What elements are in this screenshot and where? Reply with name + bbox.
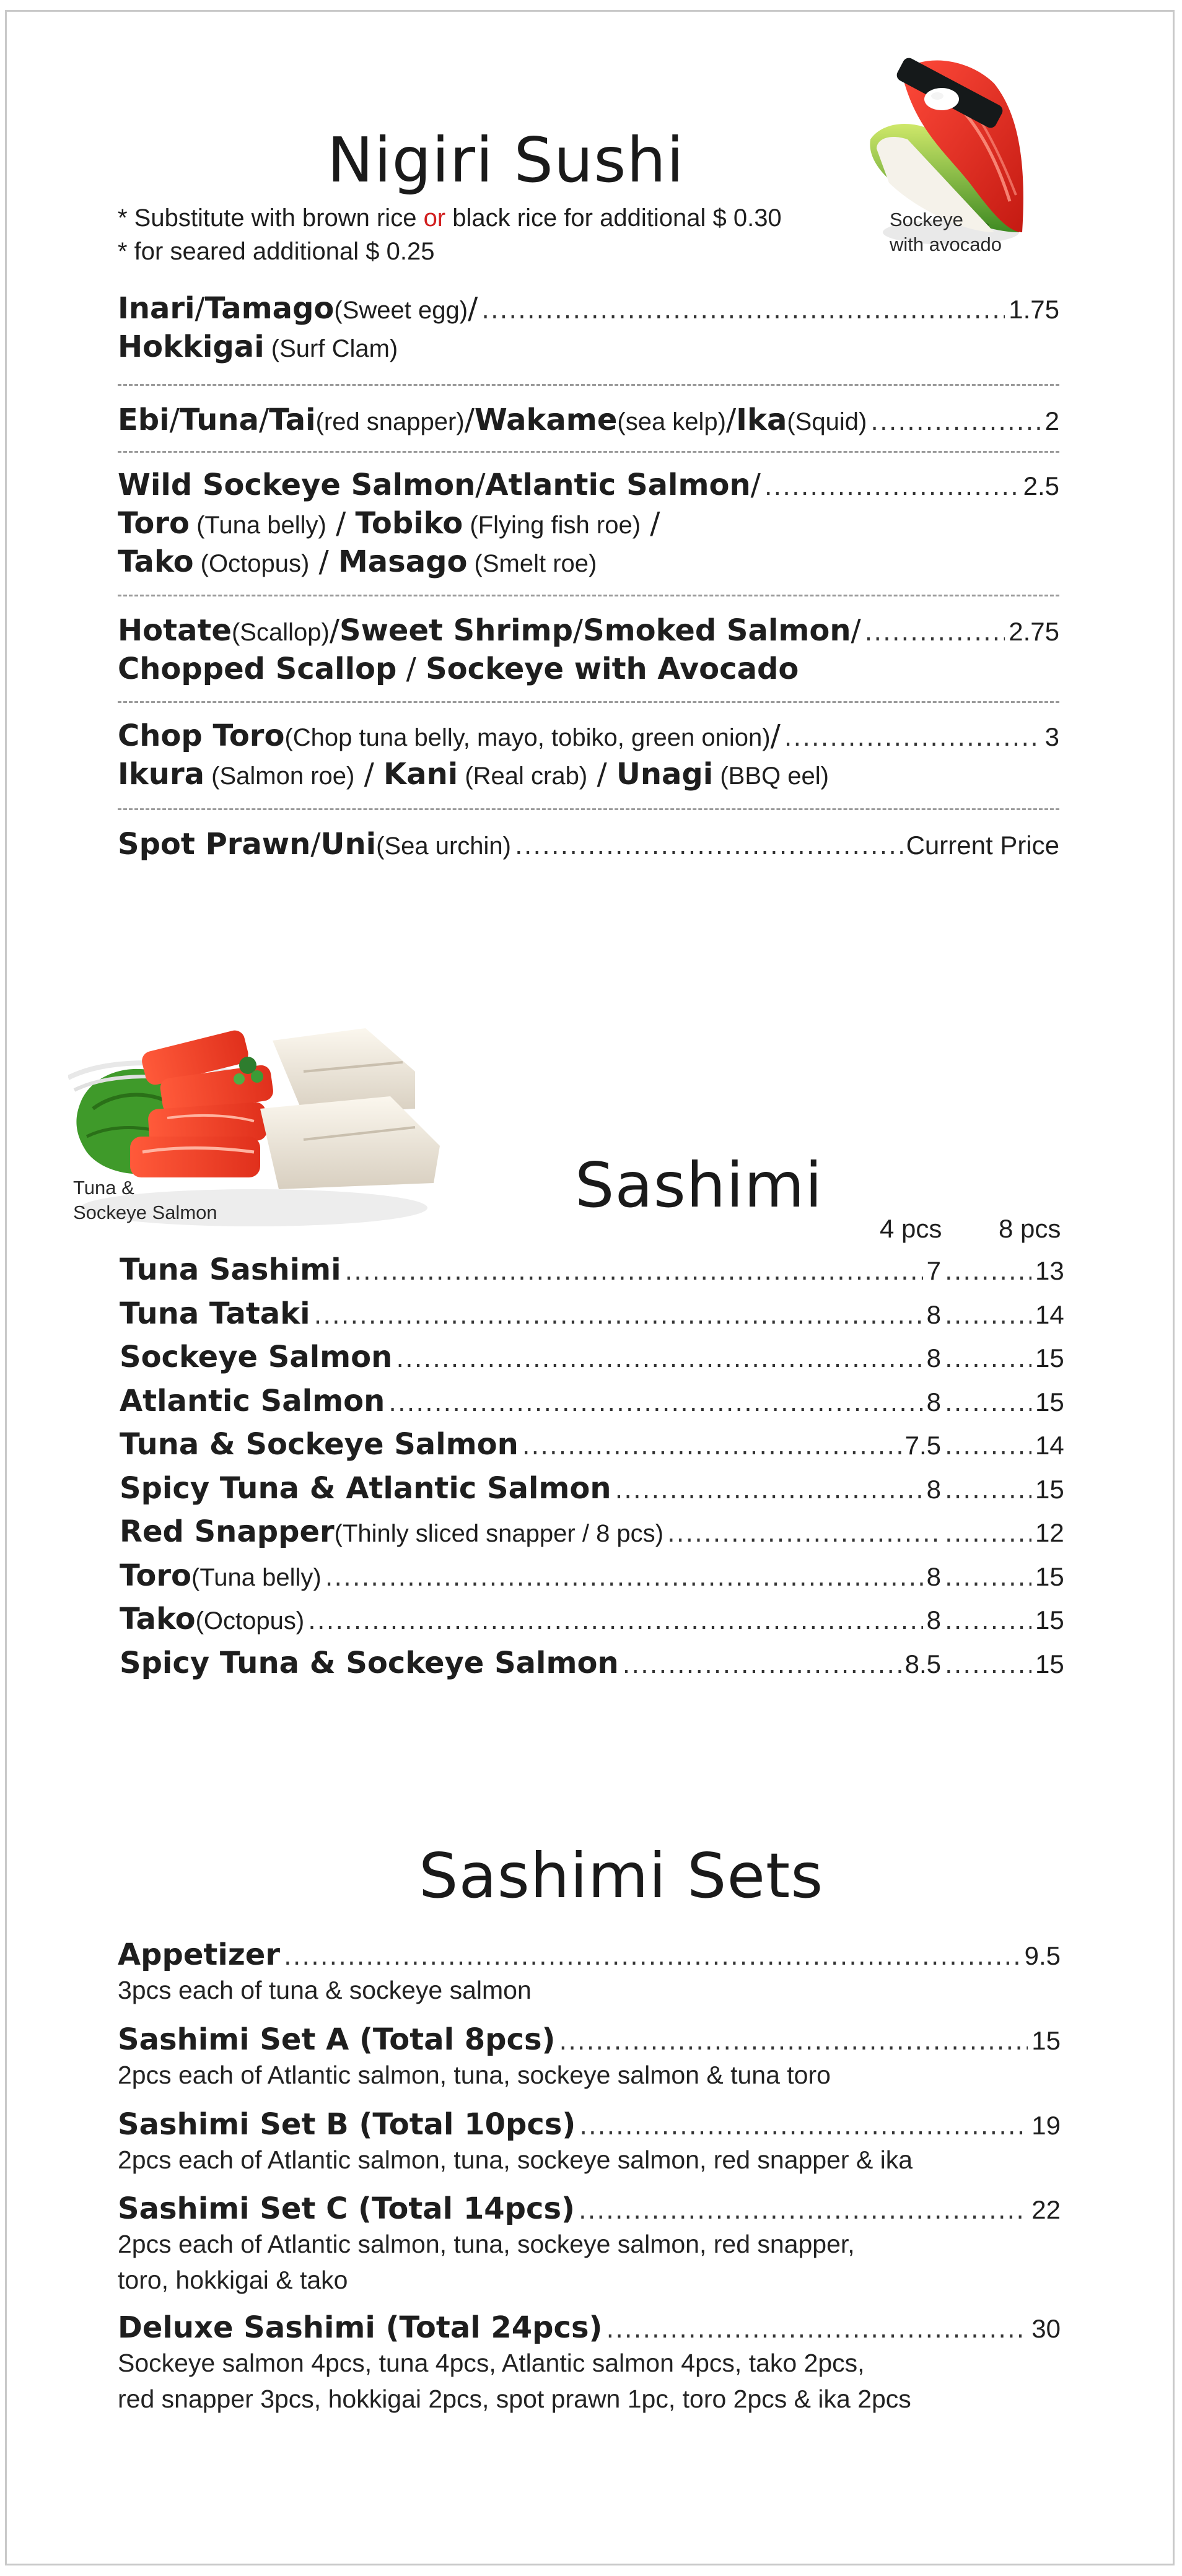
- set-title-row: [118, 2310, 1061, 2349]
- item-name: Tobiko: [355, 506, 463, 541]
- item-name: Kani: [383, 757, 458, 792]
- section-divider: [118, 384, 1059, 386]
- nigiri-row: [118, 291, 1059, 330]
- item-name: Toro: [118, 506, 190, 541]
- set-price: 30: [1031, 2314, 1061, 2343]
- set-name: Appetizer: [118, 1937, 280, 1972]
- dot-leader: [945, 1607, 1031, 1635]
- item-name: Wakame: [474, 403, 618, 437]
- item-name: Wild Sockeye Salmon: [118, 468, 476, 502]
- dot-leader: [623, 1651, 901, 1679]
- set-price: 22: [1031, 2195, 1061, 2224]
- dot-leader: [945, 1476, 1031, 1504]
- nigiri-row-continued: [118, 330, 1059, 368]
- item-name: Sockeye with Avocado: [426, 652, 799, 686]
- set-description: 2pcs each of Atlantic salmon, tuna, sockeye salmon & tuna toro: [118, 2061, 831, 2089]
- item-description: (Tuna belly): [190, 512, 326, 539]
- item-name: Tuna & Sockeye Salmon: [120, 1427, 519, 1462]
- dot-leader: [579, 2112, 1028, 2141]
- sashimi-photo-caption: [73, 1176, 217, 1225]
- item-description: (Octopus): [193, 550, 310, 577]
- col-header-8pcs: 8 pcs: [999, 1214, 1061, 1243]
- dot-leader: [945, 1432, 1031, 1460]
- dot-leader: [522, 1432, 901, 1460]
- sashimi-row: [120, 1427, 1062, 1465]
- nigiri-title: Nigiri Sushi: [327, 124, 685, 196]
- caption-line: Tuna &: [73, 1177, 134, 1198]
- item-name: Masago: [338, 544, 468, 579]
- dot-leader: [667, 1519, 937, 1548]
- item-description: (Octopus): [195, 1607, 305, 1635]
- dot-leader: [764, 473, 1020, 501]
- separator-text: /: [310, 827, 321, 862]
- sashimi-row: [120, 1471, 1062, 1509]
- set-name: Sashimi Set B (Total 10pcs): [118, 2107, 576, 2142]
- item-name: Tuna Sashimi: [120, 1252, 341, 1287]
- nigiri-row-continued: [118, 544, 1059, 583]
- set-price: 9.5: [1024, 1941, 1061, 1970]
- item-price: 2.75: [1009, 617, 1059, 646]
- separator-text: /: [726, 403, 737, 437]
- sashimi-set-item: [118, 1937, 1061, 2012]
- item-name: Hokkigai: [118, 330, 265, 364]
- separator-text: /: [770, 718, 781, 753]
- col-header-4pcs: 4 pcs: [880, 1214, 942, 1243]
- price-8pcs: 15: [1035, 1605, 1064, 1635]
- item-description: (Tuna belly): [191, 1563, 322, 1591]
- item-price: 1.75: [1009, 295, 1059, 324]
- item-name: Sockeye Salmon: [120, 1340, 393, 1374]
- item-price: Current Price: [906, 831, 1059, 860]
- item-name: Ika: [736, 403, 787, 437]
- separator-text: /: [396, 652, 426, 686]
- set-description: toro, hokkigai & tako: [118, 2266, 348, 2294]
- item-price: 2: [1044, 406, 1059, 435]
- set-name: Deluxe Sashimi (Total 24pcs): [118, 2310, 603, 2345]
- sashimi-row: [120, 1340, 1062, 1378]
- sashimi-row: [120, 1602, 1062, 1640]
- separator-text: /: [464, 403, 475, 437]
- dot-leader: [945, 1651, 1031, 1679]
- sashimi-row: [120, 1646, 1062, 1684]
- item-name: Uni: [320, 827, 377, 862]
- item-description: (sea kelp): [617, 408, 726, 435]
- dot-leader: [945, 1345, 1031, 1373]
- price-8pcs: 14: [1035, 1299, 1064, 1329]
- set-name: Sashimi Set C (Total 14pcs): [118, 2191, 575, 2226]
- item-price: 3: [1044, 722, 1059, 751]
- item-description: (Flying fish roe): [463, 512, 641, 539]
- sashimi-row: [120, 1252, 1062, 1291]
- dot-leader: [314, 1301, 923, 1330]
- price-8pcs: 15: [1035, 1343, 1064, 1373]
- set-title-row: [118, 2107, 1061, 2146]
- separator-text: /: [468, 291, 478, 326]
- sashimi-set-item: [118, 2310, 1061, 2421]
- set-description: 3pcs each of tuna & sockeye salmon: [118, 1976, 532, 2004]
- item-description: (Squid): [787, 408, 867, 435]
- separator-text: /: [329, 613, 339, 648]
- sashimi-row: [120, 1296, 1062, 1335]
- item-name: Tako: [120, 1602, 196, 1636]
- price-4pcs: 8: [926, 1474, 941, 1504]
- section-divider: [118, 595, 1059, 596]
- price-8pcs: 15: [1035, 1387, 1064, 1417]
- price-4pcs: 7: [926, 1256, 941, 1285]
- item-name: Smoked Salmon: [583, 613, 851, 648]
- item-name: Spot Prawn: [118, 827, 311, 862]
- dot-leader: [396, 1345, 922, 1373]
- item-name: Inari: [118, 291, 195, 326]
- price-4pcs: 8: [926, 1387, 941, 1417]
- sashimi-row: [120, 1514, 1062, 1553]
- separator-text: /: [572, 613, 584, 648]
- set-title-row: [118, 2191, 1061, 2230]
- item-description: (Sweet egg): [334, 297, 468, 324]
- item-name: Atlantic Salmon: [120, 1383, 385, 1418]
- price-8pcs: 15: [1035, 1649, 1064, 1679]
- item-name: Tuna: [179, 403, 259, 437]
- separator-text: /: [326, 506, 356, 541]
- item-name: Tako: [118, 544, 194, 579]
- item-name: Spicy Tuna & Atlantic Salmon: [120, 1470, 611, 1506]
- dot-leader: [615, 1476, 923, 1504]
- sashimi-title: Sashimi: [575, 1149, 823, 1221]
- item-name: Unagi: [616, 757, 714, 792]
- set-description: red snapper 3pcs, hokkigai 2pcs, spot prawn 1pc, toro 2pcs & ika 2pcs: [118, 2385, 911, 2413]
- item-name: Tamago: [204, 291, 335, 326]
- item-description: (Salmon roe): [204, 762, 355, 790]
- nigiri-row: [118, 827, 1059, 865]
- dot-leader: [481, 296, 1005, 325]
- item-name: Ebi: [118, 403, 170, 437]
- price-4pcs: 8.5: [904, 1649, 941, 1679]
- item-description: (Scallop): [231, 619, 330, 646]
- nigiri-row: [118, 718, 1059, 757]
- section-divider: [118, 451, 1059, 453]
- item-name: Ikura: [118, 757, 205, 792]
- dot-leader: [388, 1389, 922, 1417]
- price-4pcs: 8: [926, 1343, 941, 1373]
- caption-line: Sockeye: [890, 209, 963, 230]
- nigiri-group: [118, 468, 1059, 583]
- dot-leader: [870, 408, 1041, 436]
- separator-text: /: [354, 757, 384, 792]
- nigiri-row: [118, 468, 1059, 506]
- item-name: Hotate: [118, 613, 232, 648]
- item-description: (Real crab): [458, 762, 588, 790]
- nigiri-row-continued: [118, 652, 1059, 690]
- sashimi-row: [120, 1558, 1062, 1597]
- item-description: (Surf Clam): [264, 335, 398, 362]
- item-name: Tuna Tataki: [120, 1296, 310, 1331]
- price-8pcs: 15: [1035, 1561, 1064, 1591]
- item-description: (BBQ eel): [713, 762, 829, 790]
- sashimi-set-item: [118, 2107, 1061, 2181]
- price-8pcs: 12: [1035, 1518, 1064, 1547]
- separator-text: /: [195, 291, 205, 326]
- price-4pcs: 8: [926, 1605, 941, 1635]
- caption-line: with avocado: [890, 234, 1002, 255]
- separator-text: /: [587, 757, 616, 792]
- nigiri-row-continued: [118, 757, 1059, 795]
- set-description: Sockeye salmon 4pcs, tuna 4pcs, Atlantic salmon 4pcs, tako 2pcs,: [118, 2349, 865, 2377]
- dot-leader: [559, 2027, 1028, 2056]
- sashimi-sets-title: Sashimi Sets: [419, 1840, 824, 1912]
- item-name: Tai: [269, 403, 316, 437]
- dot-leader: [865, 618, 1005, 647]
- dot-leader: [945, 1301, 1031, 1330]
- dot-leader: [784, 723, 1041, 752]
- sockeye-photo-caption: [890, 207, 1002, 257]
- set-price: 15: [1031, 2026, 1061, 2055]
- item-name: Atlantic Salmon: [485, 468, 751, 502]
- dot-leader: [945, 1519, 1031, 1548]
- nigiri-group: [118, 718, 1059, 795]
- dot-leader: [945, 1257, 1031, 1286]
- set-description: 2pcs each of Atlantic salmon, tuna, sockeye salmon, red snapper,: [118, 2230, 855, 2258]
- section-divider: [118, 808, 1059, 810]
- nigiri-group: [118, 613, 1059, 690]
- price-8pcs: 15: [1035, 1474, 1064, 1504]
- price-4pcs: 8: [926, 1561, 941, 1591]
- set-description: 2pcs each of Atlantic salmon, tuna, sockeye salmon, red snapper & ika: [118, 2146, 913, 2174]
- item-description: (Sea urchin): [376, 832, 511, 860]
- item-name: Chopped Scallop: [118, 652, 397, 686]
- separator-text: /: [309, 544, 338, 579]
- nigiri-row: [118, 613, 1059, 652]
- rice-substitute-note: * Substitute with brown rice or black rice for additional $ 0.30: [118, 204, 782, 232]
- set-title-row: [118, 2022, 1061, 2061]
- item-price: 2.5: [1023, 471, 1059, 500]
- separator-text: /: [851, 613, 861, 648]
- item-description: (Smelt roe): [467, 550, 597, 577]
- set-price: 19: [1031, 2111, 1061, 2140]
- item-name: Sweet Shrimp: [339, 613, 573, 648]
- dot-leader: [515, 832, 903, 860]
- nigiri-group: [118, 403, 1059, 441]
- item-description: (Thinly sliced snapper / 8 pcs): [334, 1520, 663, 1547]
- sashimi-set-item: [118, 2022, 1061, 2097]
- seared-note: * for seared additional $ 0.25: [118, 238, 435, 265]
- sashimi-row: [120, 1384, 1062, 1422]
- item-name: Red Snapper: [120, 1514, 335, 1549]
- caption-line: Sockeye Salmon: [73, 1202, 217, 1223]
- separator-text: /: [641, 506, 660, 541]
- dot-leader: [945, 1563, 1031, 1592]
- section-divider: [118, 701, 1059, 703]
- price-8pcs: 14: [1035, 1431, 1064, 1460]
- price-4pcs: 8: [926, 1299, 941, 1329]
- item-description: (red snapper): [315, 408, 465, 435]
- nigiri-group: [118, 827, 1059, 865]
- item-name: Spicy Tuna & Sockeye Salmon: [120, 1645, 619, 1680]
- set-title-row: [118, 1937, 1061, 1976]
- price-4pcs: 7.5: [904, 1431, 941, 1460]
- separator-text: /: [169, 403, 180, 437]
- nigiri-group: [118, 291, 1059, 368]
- separator-text: /: [258, 403, 269, 437]
- dot-leader: [945, 1389, 1031, 1417]
- dot-leader: [325, 1563, 923, 1592]
- item-name: Chop Toro: [118, 718, 285, 753]
- nigiri-row: [118, 403, 1059, 441]
- sashimi-set-item: [118, 2191, 1061, 2302]
- separator-text: /: [475, 468, 486, 502]
- dot-leader: [284, 1942, 1021, 1971]
- set-name: Sashimi Set A (Total 8pcs): [118, 2022, 556, 2057]
- item-description: (Chop tuna belly, mayo, tobiko, green onion): [284, 724, 771, 751]
- nigiri-row-continued: [118, 506, 1059, 544]
- dot-leader: [606, 2315, 1028, 2344]
- separator-text: /: [750, 468, 761, 502]
- dot-leader: [579, 2196, 1028, 2225]
- dot-leader: [308, 1607, 922, 1635]
- price-8pcs: 13: [1035, 1256, 1064, 1285]
- dot-leader: [345, 1257, 923, 1286]
- item-name: Toro: [120, 1558, 191, 1593]
